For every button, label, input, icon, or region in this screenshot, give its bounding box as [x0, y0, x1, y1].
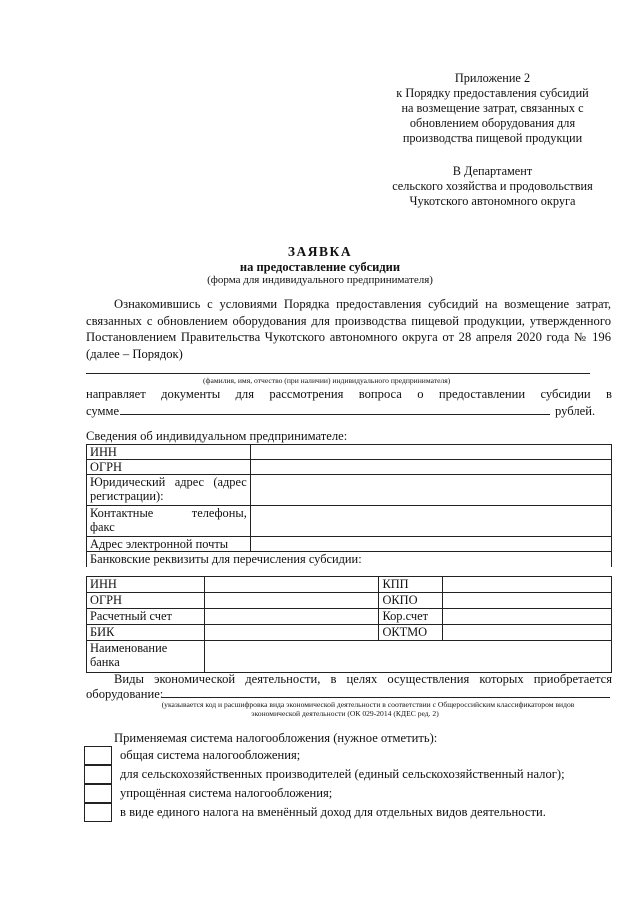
bank-name-label-l2: банка [90, 655, 120, 669]
bank-ogrn-label: ОГРН [87, 593, 205, 609]
bank-details-header: Банковские реквизиты для перечисления субсидии: [87, 552, 612, 567]
ip-address-value[interactable] [250, 475, 611, 506]
ip-section-title: Сведения об индивидуальном предпринимателе: [86, 429, 348, 443]
tax-option-agri: для сельскохозяйственных производителей (единый сельскохозяйственный налог); [120, 767, 565, 781]
tax-checkbox-simplified[interactable] [84, 784, 112, 803]
tax-checkbox-general[interactable] [84, 746, 112, 765]
activity-hint-l2: экономической деятельности (ОК 029-2014 (КДЕС ред. 2) [251, 709, 439, 718]
send-line: направляет документы для рассмотрения вопроса о предоставлении субсидии в [86, 387, 612, 401]
addressee-line: сельского хозяйства и продовольствия [392, 179, 593, 193]
form-note: (форма для индивидуального предпринимателя) [207, 274, 433, 286]
ip-ogrn-label: ОГРН [87, 460, 251, 475]
intro-line: Постановлением Правительства Чукотского автономного округа от 28 апреля 2020 года № 196 [86, 330, 611, 344]
table-row [87, 625, 612, 641]
appendix-line: к Порядку предоставления субсидий [396, 86, 589, 100]
bank-corr-label: Кор.счет [379, 609, 443, 625]
document-subtitle: на предоставление субсидии [239, 260, 401, 274]
tax-checkbox-agri[interactable] [84, 765, 112, 784]
ip-phone-label-l2: факс [90, 520, 115, 534]
ip-email-value[interactable] [250, 537, 611, 552]
tax-option-general: общая система налогообложения; [120, 748, 301, 762]
ip-email-label: Адрес электронной почты [87, 537, 251, 552]
appendix-line: производства пищевой продукции [402, 131, 583, 145]
activity-underline[interactable] [162, 697, 610, 698]
appendix-line: Приложение 2 [454, 71, 531, 85]
tax-option-simplified: упрощённая система налогообложения; [120, 786, 333, 800]
ip-ogrn-value[interactable] [250, 460, 611, 475]
bank-name-value[interactable] [204, 641, 611, 673]
bank-bik-value[interactable] [204, 625, 379, 641]
table-row [87, 460, 612, 475]
bank-inn-value[interactable] [204, 577, 379, 593]
intro-line: (далее – Порядок) [86, 346, 183, 361]
ip-inn-value[interactable] [250, 445, 611, 460]
fio-hint: (фамилия, имя, отчество (при наличии) индивидуального предпринимателя) [203, 376, 451, 385]
appendix-block [330, 71, 640, 146]
table-row [87, 475, 612, 506]
document-title: ЗАЯВКА [287, 244, 353, 259]
ip-address-label-l1: Юридический адрес (адрес [90, 475, 247, 489]
bank-name-label-l1: Наименование [90, 641, 168, 655]
fio-underline[interactable] [86, 373, 590, 374]
table-row [87, 506, 612, 537]
bank-inn-label: ИНН [87, 577, 205, 593]
addressee-line: В Департамент [452, 164, 533, 178]
activity-line: Виды экономической деятельности, в целях осуществления которых приобретается [114, 672, 612, 686]
intro-paragraph [86, 296, 611, 362]
intro-line: связанных с обновлением оборудования для производства пищевой продукции, утвержденного [86, 313, 611, 328]
table-row [87, 537, 612, 552]
activity-hint-l1: (указывается код и расшифровка вида экономической деятельности в соответствии с Общероссийским классификатором видов [161, 700, 575, 709]
table-row [87, 445, 612, 460]
table-row [87, 641, 612, 673]
ip-phone-label [87, 506, 251, 537]
tax-option-imputed: в виде единого налога на вменённый доход для отдельных видов деятельности. [120, 805, 546, 819]
activity-label: оборудование: [86, 687, 164, 701]
sum-unit: рублей. [555, 404, 596, 418]
tax-checkbox-imputed[interactable] [84, 803, 112, 822]
sum-underline[interactable] [120, 414, 550, 415]
bank-ogrn-value[interactable] [204, 593, 379, 609]
table-row [87, 609, 612, 625]
table-row [87, 552, 612, 567]
tax-title: Применяемая система налогообложения (нужное отметить): [114, 731, 438, 745]
appendix-line: обновлением оборудования для [409, 116, 576, 130]
bank-corr-value[interactable] [443, 609, 612, 625]
bank-kpp-label: КПП [379, 577, 443, 593]
sum-label: сумме [86, 404, 120, 418]
table-row [87, 577, 612, 593]
ip-inn-label: ИНН [87, 445, 251, 460]
bank-okpo-value[interactable] [443, 593, 612, 609]
ip-info-table [86, 444, 612, 567]
bank-okpo-label: ОКПО [379, 593, 443, 609]
bank-oktmo-label: ОКТМО [379, 625, 443, 641]
ip-address-label-l2: регистрации): [90, 489, 164, 503]
bank-bik-label: БИК [87, 625, 205, 641]
appendix-line: на возмещение затрат, связанных с [401, 101, 584, 115]
bank-name-label [87, 641, 205, 673]
bank-oktmo-value[interactable] [443, 625, 612, 641]
ip-phone-value[interactable] [250, 506, 611, 537]
ip-address-label [87, 475, 251, 506]
ip-phone-label-l1: Контактные телефоны, [90, 506, 247, 520]
bank-kpp-value[interactable] [443, 577, 612, 593]
bank-account-label: Расчетный счет [87, 609, 205, 625]
table-row [87, 593, 612, 609]
bank-account-value[interactable] [204, 609, 379, 625]
addressee-block [330, 164, 640, 209]
intro-line: Ознакомившись с условиями Порядка предоставления субсидий на возмещение затрат, [114, 297, 611, 311]
addressee-line: Чукотского автономного округа [409, 194, 576, 208]
bank-table [86, 576, 612, 673]
